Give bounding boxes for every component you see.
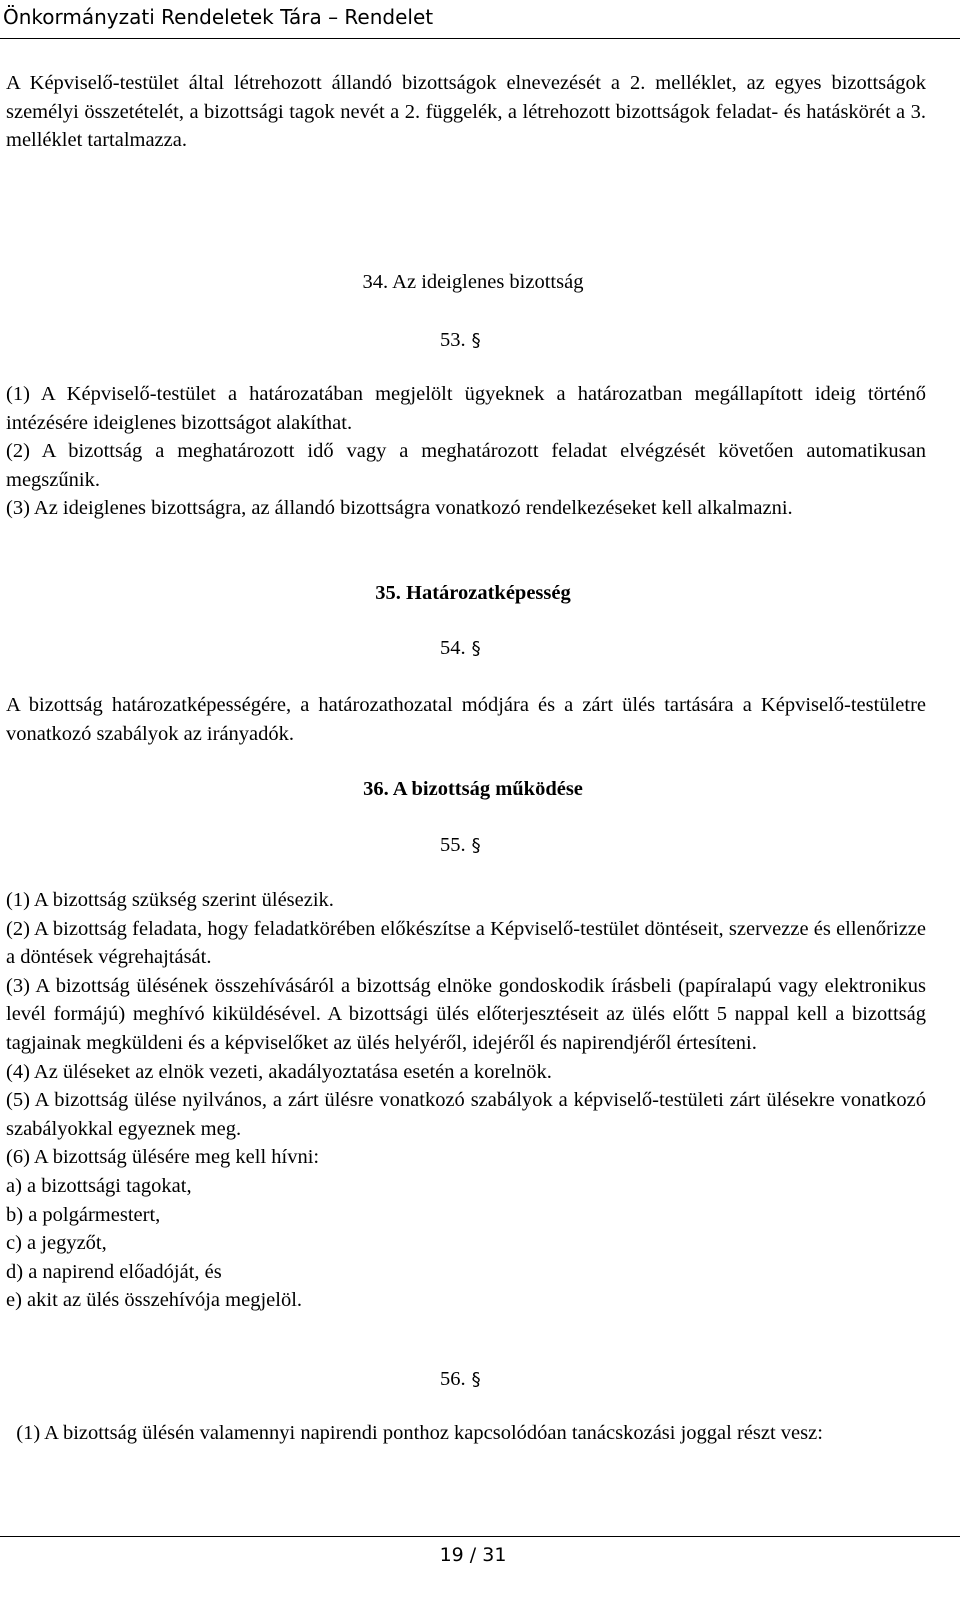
paragraph-number-53 — [440, 326, 481, 355]
paragraph-54: A bizottság határozatképességére, a határozathozatal módjára és a zárt ülés tartására a Képviselő-testületre vonatkozó szabályok az irányadók. — [6, 694, 926, 745]
paragraph-55-3: (3) A bizottság ülésének összehívásáról a bizottság elnöke gondoskodik írásbeli (papíralapú vagy elektronikus levél formájú) meghívó kiküldésével. A bizottsági ülés előterjesztéseit az ülés előtt 5 nappal kell a bizottság tagjainak megküldeni és a képviselőket az ülés helyéről, idejéről és napirendjéről értesíteni. — [6, 974, 926, 1054]
intro-block — [6, 69, 926, 155]
paragraph-number-label: 53. — [440, 329, 466, 351]
paragraph-55-2: (2) A bizottság feladata, hogy feladatkörében előkészítse a Képviselő-testület döntéseit, szervezze és ellenőrizze a döntések végrehajtását. — [6, 917, 926, 969]
section-title-36: 36. A bizottság működése — [363, 778, 583, 800]
section-title-35: 35. Határozatképesség — [375, 582, 571, 604]
paragraph-55-6: (6) A bizottság ülésére meg kell hívni: — [6, 1146, 320, 1169]
paragraph-number-54 — [440, 634, 481, 663]
paragraph-number-55 — [440, 831, 481, 860]
footer-divider — [0, 1536, 960, 1537]
section-34-body — [6, 380, 926, 523]
list-item-b: b) a polgármestert, — [6, 1203, 161, 1226]
paragraph-53-3: (3) Az ideiglenes bizottságra, az állandó bizottságra vonatkozó rendelkezéseket kell alkalmazni. — [6, 497, 793, 520]
section-title-34: 34. Az ideiglenes bizottság — [362, 271, 584, 293]
paragraph-53-2: (2) A bizottság a meghatározott idő vagy a meghatározott feladat elvégzését követően automatikusan megszűnik. — [6, 440, 926, 491]
header-divider — [0, 38, 960, 39]
section-sign-link[interactable]: § — [471, 330, 481, 351]
paragraph-number-label: 56. — [440, 1368, 466, 1390]
paragraph-55-4: (4) Az üléseket az elnök vezeti, akadályoztatása esetén a korelnök. — [6, 1060, 552, 1083]
paragraph-number-label: 55. — [440, 834, 466, 856]
paragraph-53-1: (1) A Képviselő-testület a határozatában megjelölt ügyeknek a határozatban megállapított ideig történő intézésére ideiglenes bizottságot alakíthat. — [6, 383, 926, 434]
section-sign-link[interactable]: § — [471, 1369, 481, 1390]
page-number: 19 / 31 — [439, 1544, 507, 1566]
list-item-a: a) a bizottsági tagokat, — [6, 1174, 192, 1197]
section-sign-link[interactable]: § — [471, 835, 481, 856]
list-item-c: c) a jegyzőt, — [6, 1232, 107, 1255]
paragraph-55-1: (1) A bizottság szükség szerint ülésezik. — [6, 889, 334, 911]
section-36-body — [6, 886, 926, 1315]
paragraph-number-56 — [440, 1365, 481, 1394]
paragraph-56-1: (1) A bizottság ülésén valamennyi napirendi ponthoz kapcsolódóan tanácskozási joggal részt vesz: — [6, 1422, 823, 1444]
section-sign-link[interactable]: § — [471, 638, 481, 659]
section-35-body — [6, 691, 926, 748]
list-item-e: e) akit az ülés összehívója megjelöl. — [6, 1289, 303, 1312]
intro-paragraph: A Képviselő-testület által létrehozott állandó bizottságok elnevezését a 2. melléklet, az egyes bizottságok személyi összetételét, a bizottsági tagok nevét a 2. függelék, a létrehozott bizottságok feladat- és hatáskörét a 3. melléklet tartalmazza. — [6, 72, 926, 152]
paragraph-55-5: (5) A bizottság ülése nyilvános, a zárt ülésre vonatkozó szabályok a képviselő-testületi zárt ülésekre vonatkozó szabályokkal egyeznek meg. — [6, 1089, 926, 1140]
list-item-d: d) a napirend előadóját, és — [6, 1260, 222, 1283]
paragraph-number-label: 54. — [440, 637, 466, 659]
paragraph-56-body — [6, 1419, 926, 1448]
page-header-title: Önkormányzati Rendeletek Tára – Rendelet — [3, 5, 434, 29]
